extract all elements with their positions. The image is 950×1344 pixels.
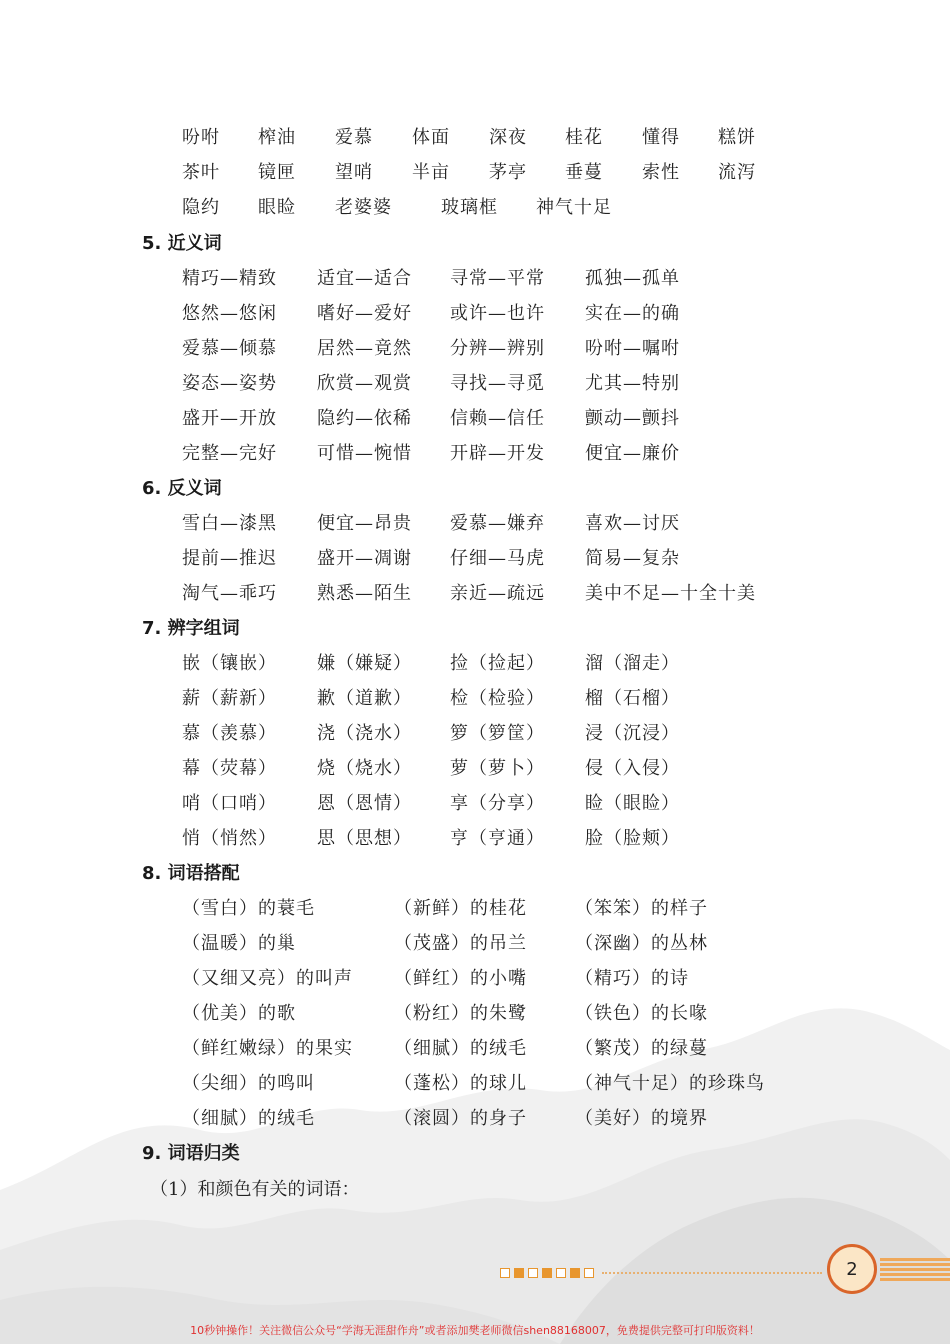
collocation: （繁茂）的绿蔓 xyxy=(575,1038,708,1059)
word-pair: 嗜好—爱好 xyxy=(317,303,412,324)
character-word-row xyxy=(0,649,950,679)
word: 体面 xyxy=(412,127,450,148)
word-pair: 信赖—信任 xyxy=(450,408,545,429)
word-pair: 尤其—特别 xyxy=(585,373,680,394)
word: 垂蔓 xyxy=(565,162,603,183)
word: 深夜 xyxy=(489,127,527,148)
word-pair: 开辟—开发 xyxy=(450,443,545,464)
character-word: 浸（沉浸） xyxy=(585,723,680,744)
collocation: （粉红）的朱鹭 xyxy=(394,1003,527,1024)
word-pair: 简易—复杂 xyxy=(585,548,680,569)
word-pair: 爱慕—倾慕 xyxy=(182,338,277,359)
character-word: 嵌（镶嵌） xyxy=(182,653,277,674)
word: 榨油 xyxy=(258,127,296,148)
collocation: （铁色）的长喙 xyxy=(575,1003,708,1024)
word-pair: 吩咐—嘱咐 xyxy=(585,338,680,359)
antonym-row xyxy=(0,544,950,574)
character-word: 脸（脸颊） xyxy=(585,828,680,849)
synonym-row xyxy=(0,334,950,364)
character-word: 萝（萝卜） xyxy=(450,758,545,779)
page-number: 2 xyxy=(846,1258,858,1280)
word-pair: 分辨—辨别 xyxy=(450,338,545,359)
collocation: （蓬松）的球儿 xyxy=(394,1073,527,1094)
character-word-row xyxy=(0,824,950,854)
word-pair: 隐约—依稀 xyxy=(317,408,412,429)
word-pair: 欣赏—观赏 xyxy=(317,373,412,394)
character-word: 享（分享） xyxy=(450,793,545,814)
promo-note: 10秒钟操作！关注微信公众号“学海无涯甜作舟”或者添加樊老师微信shen88168007，免费提供完整可打印版资料！ xyxy=(190,1324,760,1337)
subsection-label: （1）和颜色有关的词语： xyxy=(150,1179,360,1200)
antonym-row xyxy=(0,509,950,539)
word-pair: 喜欢—讨厌 xyxy=(585,513,680,534)
collocation: （雪白）的蓑毛 xyxy=(182,898,315,919)
word: 桂花 xyxy=(565,127,603,148)
character-word: 检（检验） xyxy=(450,688,545,709)
collocation: （笨笨）的样子 xyxy=(575,898,708,919)
deco-square xyxy=(556,1268,566,1278)
collocation-row xyxy=(0,1069,950,1099)
character-word: 浇（浇水） xyxy=(317,723,412,744)
word-pair: 熟悉—陌生 xyxy=(317,583,412,604)
character-word: 箩（箩筐） xyxy=(450,723,545,744)
collocation: （美好）的境界 xyxy=(575,1108,708,1129)
word-pair: 孤独—孤单 xyxy=(585,268,680,289)
collocation: （细腻）的绒毛 xyxy=(394,1038,527,1059)
word: 茶叶 xyxy=(182,162,220,183)
word: 玻璃框 xyxy=(441,197,498,218)
collocation: （优美）的歌 xyxy=(182,1003,296,1024)
word-pair: 盛开—凋谢 xyxy=(317,548,412,569)
deco-square xyxy=(542,1268,552,1278)
word-pair: 便宜—昂贵 xyxy=(317,513,412,534)
character-word: 幕（荧幕） xyxy=(182,758,277,779)
word: 茅亭 xyxy=(489,162,527,183)
word-pair: 颤动—颤抖 xyxy=(585,408,680,429)
word-pair: 盛开—开放 xyxy=(182,408,277,429)
character-word: 榴（石榴） xyxy=(585,688,680,709)
section-heading-collocations: 8. 词语搭配 xyxy=(142,863,240,884)
character-word: 溜（溜走） xyxy=(585,653,680,674)
character-word: 捡（捡起） xyxy=(450,653,545,674)
word-pair: 实在—的确 xyxy=(585,303,680,324)
word-pair: 亲近—疏远 xyxy=(450,583,545,604)
character-word-row xyxy=(0,719,950,749)
antonym-row xyxy=(0,579,950,609)
collocation: （精巧）的诗 xyxy=(575,968,689,989)
dotted-line xyxy=(602,1272,822,1274)
collocation: （新鲜）的桂花 xyxy=(394,898,527,919)
collocation-row xyxy=(0,964,950,994)
word-pair: 淘气—乖巧 xyxy=(182,583,277,604)
character-word: 烧（烧水） xyxy=(317,758,412,779)
word: 镜匣 xyxy=(258,162,296,183)
word-pair: 仔细—马虎 xyxy=(450,548,545,569)
collocation-row xyxy=(0,1104,950,1134)
word-pair: 姿态—姿势 xyxy=(182,373,277,394)
character-word: 慕（羡慕） xyxy=(182,723,277,744)
collocation: （深幽）的丛林 xyxy=(575,933,708,954)
character-word: 思（思想） xyxy=(317,828,412,849)
deco-square xyxy=(514,1268,524,1278)
collocation: （细腻）的绒毛 xyxy=(182,1108,315,1129)
character-word: 歉（道歉） xyxy=(317,688,412,709)
word-pair: 悠然—悠闲 xyxy=(182,303,277,324)
collocation: （茂盛）的吊兰 xyxy=(394,933,527,954)
word: 吩咐 xyxy=(182,127,220,148)
section-heading-antonyms: 6. 反义词 xyxy=(142,478,222,499)
word-pair: 可惜—惋惜 xyxy=(317,443,412,464)
collocation: （鲜红嫩绿）的果实 xyxy=(182,1038,353,1059)
character-word-row xyxy=(0,684,950,714)
word: 眼睑 xyxy=(258,197,296,218)
character-word: 薪（薪新） xyxy=(182,688,277,709)
deco-square xyxy=(528,1268,538,1278)
word: 懂得 xyxy=(642,127,680,148)
collocation: （又细又亮）的叫声 xyxy=(182,968,353,989)
synonym-row xyxy=(0,369,950,399)
word: 糕饼 xyxy=(718,127,756,148)
section-heading-synonyms: 5. 近义词 xyxy=(142,233,222,254)
character-word: 睑（眼睑） xyxy=(585,793,680,814)
collocation: （神气十足）的珍珠鸟 xyxy=(575,1073,765,1094)
word-pair: 提前—推迟 xyxy=(182,548,277,569)
character-word: 亨（亨通） xyxy=(450,828,545,849)
deco-square xyxy=(584,1268,594,1278)
synonym-row xyxy=(0,439,950,469)
character-word: 恩（恩情） xyxy=(317,793,412,814)
section-heading-classification: 9. 词语归类 xyxy=(142,1143,240,1164)
collocation-row xyxy=(0,894,950,924)
page-number-badge xyxy=(827,1244,877,1294)
stripe-decoration xyxy=(880,1258,950,1284)
word: 老婆婆 xyxy=(335,197,392,218)
word-pair: 雪白—漆黑 xyxy=(182,513,277,534)
word-pair: 寻常—平常 xyxy=(450,268,545,289)
character-word: 侵（入侵） xyxy=(585,758,680,779)
collocation: （尖细）的鸣叫 xyxy=(182,1073,315,1094)
collocation-row xyxy=(0,929,950,959)
word-pair: 寻找—寻觅 xyxy=(450,373,545,394)
word-list-row xyxy=(0,193,950,223)
collocation-row xyxy=(0,999,950,1029)
collocation-row xyxy=(0,1034,950,1064)
collocation: （温暖）的巢 xyxy=(182,933,296,954)
synonym-row xyxy=(0,264,950,294)
character-word: 哨（口哨） xyxy=(182,793,277,814)
word: 索性 xyxy=(642,162,680,183)
word: 半亩 xyxy=(412,162,450,183)
word-pair: 或许—也许 xyxy=(450,303,545,324)
synonym-row xyxy=(0,404,950,434)
footer-decoration xyxy=(500,1264,822,1282)
section-heading-character-words: 7. 辨字组词 xyxy=(142,618,240,639)
collocation: （鲜红）的小嘴 xyxy=(394,968,527,989)
word-pair: 适宜—适合 xyxy=(317,268,412,289)
word: 神气十足 xyxy=(536,197,612,218)
character-word-row xyxy=(0,754,950,784)
word-pair: 爱慕—嫌弃 xyxy=(450,513,545,534)
character-word: 悄（悄然） xyxy=(182,828,277,849)
word-pair: 美中不足—十全十美 xyxy=(585,583,756,604)
word-list-row xyxy=(0,158,950,188)
word-pair: 居然—竟然 xyxy=(317,338,412,359)
character-word-row xyxy=(0,789,950,819)
word: 流泻 xyxy=(718,162,756,183)
deco-square xyxy=(570,1268,580,1278)
word-pair: 完整—完好 xyxy=(182,443,277,464)
synonym-row xyxy=(0,299,950,329)
word: 望哨 xyxy=(335,162,373,183)
character-word: 嫌（嫌疑） xyxy=(317,653,412,674)
word-pair: 精巧—精致 xyxy=(182,268,277,289)
word: 爱慕 xyxy=(335,127,373,148)
collocation: （滚圆）的身子 xyxy=(394,1108,527,1129)
word-list-row xyxy=(0,123,950,153)
deco-square xyxy=(500,1268,510,1278)
word-pair: 便宜—廉价 xyxy=(585,443,680,464)
word: 隐约 xyxy=(182,197,220,218)
